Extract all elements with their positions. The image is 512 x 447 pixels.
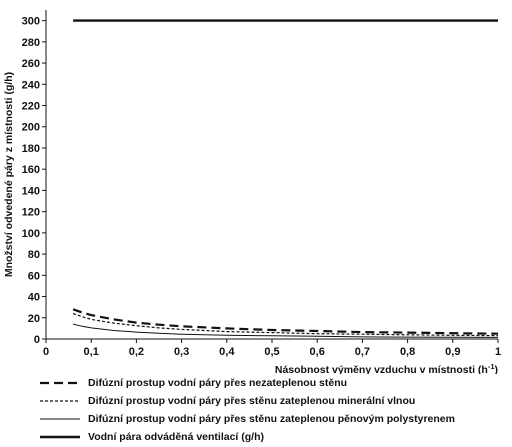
y-tick-label: 80	[27, 249, 40, 262]
y-axis-label: Množství odvedené páry z místnosti (g/h)	[3, 71, 15, 278]
x-tick-label: 0,5	[264, 346, 280, 358]
legend-label: Difúzní prostup vodní páry přes stěnu zateplenou minerální vlnou	[88, 395, 416, 407]
legend-label: Difúzní prostup vodní páry přes nezateplenou stěnu	[88, 377, 348, 389]
legend-swatch	[40, 396, 82, 406]
y-tick-label: 40	[27, 291, 40, 304]
series-layer	[73, 21, 498, 338]
y-tick-label: 20	[27, 312, 40, 325]
x-tick-label: 1	[494, 346, 502, 358]
y-tick-label: 100	[21, 227, 40, 240]
y-tick-label: 140	[21, 185, 40, 198]
legend-swatch	[40, 414, 82, 424]
y-tick-label: 120	[21, 206, 40, 219]
y-tick-label: 180	[21, 142, 40, 155]
y-tick-label: 200	[21, 121, 40, 134]
legend-label: Difúzní prostup vodní páry přes stěnu zateplenou pěnovým polystyrenem	[88, 413, 455, 425]
axis-labels	[3, 16, 501, 374]
x-tick-label: 0	[42, 346, 50, 358]
x-tick-label: 0,6	[309, 346, 325, 358]
x-axis-label: Násobnost výměny vzduchu v místnosti $(h^{-1})$	[274, 362, 498, 374]
y-tick-label: 280	[21, 36, 40, 49]
x-tick-label: 0,7	[354, 346, 371, 358]
y-tick-label: 260	[21, 58, 40, 71]
x-tick-label: 0,4	[219, 346, 235, 358]
axes	[42, 10, 498, 343]
legend-swatch	[40, 432, 82, 442]
legend	[40, 374, 510, 446]
x-tick-label: 0,1	[83, 346, 99, 358]
series-line-1	[73, 309, 498, 333]
legend-item-1	[40, 374, 510, 392]
y-tick-label: 240	[21, 79, 40, 92]
x-tick-label: 0,3	[173, 346, 190, 358]
y-tick-label: 0	[33, 334, 40, 346]
legend-swatch	[40, 378, 82, 388]
legend-label: Vodní pára odváděná ventilací (g/h)	[88, 431, 265, 443]
y-tick-label: 160	[21, 164, 40, 177]
x-tick-label: 0,8	[399, 346, 416, 358]
y-tick-label: 220	[21, 100, 40, 113]
y-tick-label: 60	[27, 270, 40, 283]
legend-item-3	[40, 410, 510, 428]
legend-item-4	[40, 428, 510, 446]
x-tick-label: 0,9	[445, 346, 461, 358]
x-tick-label: 0,2	[128, 346, 145, 358]
legend-item-2	[40, 392, 510, 410]
y-tick-label: 300	[21, 15, 40, 28]
